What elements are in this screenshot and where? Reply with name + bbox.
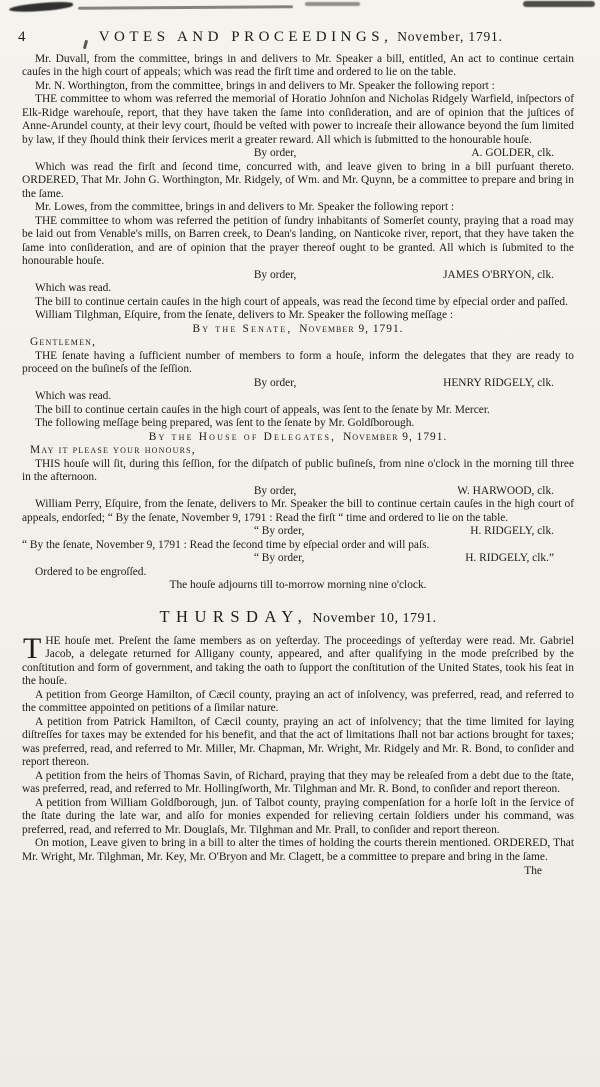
clerk-signature: H. RIDGELY, clk. <box>470 525 554 537</box>
page-body <box>0 53 600 879</box>
paragraph: A petition from William Goldſborough, jun. of Talbot county, praying compenſation for a horſe loſt in the ſervice of the ſtate during the late war, and alſo for monies expended for relieving certain ſoldiers under his command, was preferred, read, and referred to Mr. Douglaſs, Mr. Tilghman and Mr. Prall, to conſider and report thereon. <box>22 796 574 836</box>
day-heading-date: November 10, 1791. <box>312 610 437 626</box>
paragraph: “ By the ſenate, November 9, 1791 : Read the ſecond time by eſpecial order and will paſs. <box>22 538 430 551</box>
message-heading <box>22 323 574 337</box>
paragraph-dropcap <box>22 631 574 689</box>
clerk-signature: H. RIDGELY, clk.” <box>465 552 554 564</box>
clerk-signature: W. HARWOOD, clk. <box>457 484 554 497</box>
catchword: The <box>524 865 542 877</box>
paragraph: Mr. Duvall, from the committee, brings in and delivers to Mr. Speaker a bill, entitled, An act to continue certain cauſes in the high court of appeals; which was read the firſt time and ordered to lie on the table. <box>22 52 574 78</box>
by-order-row <box>22 485 574 499</box>
page-title <box>26 30 577 46</box>
by-order-row <box>22 269 574 283</box>
by-order-row <box>22 552 574 566</box>
page-title-caps: VOTES AND PROCEEDINGS, <box>98 29 393 45</box>
paragraph: William Tilghman, Eſquire, from the ſenate, delivers to Mr. Speaker the following meſſage : <box>35 309 454 321</box>
paragraph: Which was read. <box>35 390 112 402</box>
drop-cap: T <box>23 631 42 665</box>
paragraph: Mr. Lowes, from the committee, brings in and delivers to Mr. Speaker the following report : <box>35 201 455 213</box>
scan-artifact <box>305 2 360 6</box>
adjournment-line: The houſe adjourns till to-morrow morning nine o'clock. <box>169 579 427 591</box>
paragraph: A petition from Patrick Hamilton, of Cæcil county, praying an act of inſolvency; that the time limited for laying diſtreſſes for taxes may be extended for his benefit, and that the act of limitations ſhall not bar actions brought for taxes; was preferred, read, and referred to Mr. Miller, Mr. Chapman, Mr. Wright, Mr. Ridgely and Mr. R. Bond, to conſider and report thereon. <box>22 715 574 768</box>
by-order-row <box>22 525 574 539</box>
by-order-label: By order, <box>253 268 297 281</box>
by-order-label: By order, <box>253 147 297 159</box>
message-heading <box>22 431 574 445</box>
day-heading-caps: THURSDAY, <box>159 606 309 626</box>
paragraph: On motion, Leave given to bring in a bill to alter the times of holding the courts therein mentioned. ORDERED, That Mr. Wright, Mr. Tilghman, Mr. Key, Mr. O'Bryon and Mr. Clagett, be a committee to prepare and bring in the ſame. <box>22 837 574 863</box>
clerk-signature: JAMES O'BRYON, clk. <box>443 268 554 281</box>
paragraph: The following meſſage being prepared, was ſent to the ſenate by Mr. Goldſborough. <box>35 417 415 429</box>
message-heading-date: November 9, 1791. <box>299 322 404 335</box>
message-heading-caps: By the Senate, <box>192 322 293 335</box>
paragraph: A petition from the heirs of Thomas Savin, of Richard, praying that they may be releaſed from a debt due to the ſtate, was preferred, read, and referred to Mr. Hollingſworth, Mr. Tilghman and Mr. R. Bond, to conſider and report thereon. <box>22 769 574 795</box>
paragraph: THE ſenate having a ſufficient number of members to form a houſe, inform the delegates that they are ready to proceed on the buſineſs of the ſeſſion. <box>22 349 574 375</box>
paragraph-text: HE houſe met. Preſent the ſame members as on yeſterday. The proceedings of yeſterday were read. Mr. Gabriel Jacob, a delegate returned for Alligany county, appeared, and after qualifying in the mode preſcribed by the conſtitution and form of government, and taking the oath to ſupport the conſtitution of the United States, took his ſeat in the houſe. <box>22 634 574 687</box>
page-number: 4 <box>18 29 26 45</box>
by-order-row <box>22 147 574 161</box>
salutation: May it please your honours, <box>30 444 196 456</box>
day-heading <box>22 608 574 628</box>
paragraph: A petition from George Hamilton, of Cæcil county, praying an act of inſolvency, was preferred, read, and referred to the committee appointed on petitions of a ſimilar nature. <box>22 688 574 714</box>
message-heading-date: November 9, 1791. <box>343 430 448 443</box>
page-title-date: November, 1791. <box>397 29 503 44</box>
salutation: Gentlemen, <box>30 336 97 348</box>
by-order-label: By order, <box>253 376 297 389</box>
message-heading-caps: By the House of Delegates, <box>148 430 337 443</box>
report-paragraph: THE committee to whom was referred the memorial of Horatio Johnſon and Nicholas Ridgely Warfield, inſpectors of Elk-Ridge warehouſe, report, that they have taken the ſame into conſideration, and are of opinion that the juſtices of Anne-Arundel county, at their levy court, ſhould be veſted with power to increaſe their allowance beyond the ſum limited by law, if they ſhould think their ſervices merit a greater reward. All which is ſubmitted to the honourable houſe. <box>22 93 574 146</box>
by-order-row <box>22 377 574 391</box>
scan-artifact <box>523 1 595 7</box>
by-order-label: By order, <box>253 484 297 497</box>
paragraph: Which was read. <box>35 282 112 294</box>
paragraph: Mr. N. Worthington, from the committee, brings in and delivers to Mr. Speaker the following report : <box>35 79 495 92</box>
paragraph: The bill to continue certain cauſes in the high court of appeals, was ſent to the ſenate by Mr. Mercer. <box>35 403 490 416</box>
paragraph: The bill to continue certain cauſes in the high court of appeals, was read the ſecond time by eſpecial order and paſſed. <box>35 295 568 308</box>
paragraph: Ordered to be engroſſed. <box>35 565 147 578</box>
clerk-signature: HENRY RIDGELY, clk. <box>443 376 554 389</box>
by-order-label: “ By order, <box>253 525 305 537</box>
report-paragraph: THE committee to whom was referred the petition of ſundry inhabitants of Somerſet county, praying that a road may be laid out from Venable's mills, on Barren creek, to Dean's landing, on Nanticoke river, report, that they have taken the ſame into conſideration, and are of opinion that the prayer thereof ought to be granted. All which is ſubmited to the honourable houſe. <box>22 214 574 267</box>
clerk-signature: A. GOLDER, clk. <box>471 147 554 159</box>
paragraph: Which was read the firſt and ſecond time, concurred with, and leave given to bring in a bill purſuant thereto. ORDERED, That Mr. John G. Worthington, Mr. Ridgely, of Wm. and Mr. Quynn, be a committee to prepare and bring in the ſame. <box>22 160 574 200</box>
by-order-label: “ By order, <box>253 552 305 564</box>
paragraph: THIS houſe will ſit, during this ſeſſion, for the diſpatch of public buſineſs, from nine o'clock in the morning till three in the afternoon. <box>22 457 574 483</box>
paragraph: William Perry, Eſquire, from the ſenate, delivers to Mr. Speaker the bill to continue certain cauſes in the high court of appeals, endorſed; “ By the ſenate, November 9, 1791 : Read the firſt “ time and ordered to lie on the table. <box>22 498 574 524</box>
